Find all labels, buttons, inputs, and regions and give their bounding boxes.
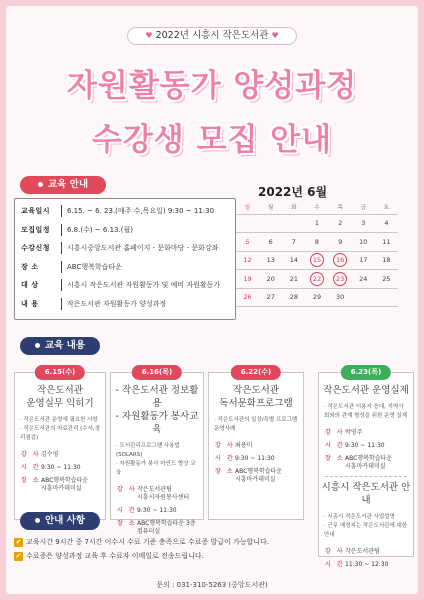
calendar-day: 18 [375,251,398,270]
calendar-weekday: 월 [259,201,282,214]
calendar-day: 9 [329,233,352,252]
session-detail-row [325,455,407,471]
calendar-weekday: 토 [375,201,398,214]
detail-value: 9:30 ~ 11:30 [345,442,385,449]
calendar-weekday: 화 [282,201,305,214]
calendar-day: 24 [352,270,375,289]
session-date-tag: 6.23(목) [341,365,391,380]
info-row [18,202,234,221]
info-value: ABC행복학습타운 [67,262,122,271]
footer-contact: 문의 : 031-310-5263 (중앙도서관) [156,581,268,589]
bullet-icon [35,343,40,348]
info-row [18,295,234,314]
detail-value: ABC행복학습타운 시흥마카데미실 [345,455,393,470]
bullet-icon [35,518,40,523]
session-detail-row [21,477,99,493]
detail-value: 9:30 ~ 11:30 [235,455,275,462]
info-value: 6.8.(수) ~ 6.13.(월) [67,225,133,234]
heart-icon: ♥ [271,31,279,40]
calendar-day: 8 [305,233,328,252]
calendar-day: 5 [236,233,259,252]
calendar-day: 3 [352,214,375,233]
session-details [117,486,197,536]
detail-value: 11:30 ~ 12:30 [345,561,389,568]
detail-key: 강 사 [215,442,235,449]
session-description-item: · 작은도서관 이용자 응대, 지역사회와의 관계 형성을 위한 운영 실제 [324,403,408,421]
detail-value: ABC행복학습타운 시흥마카데미실 [235,468,283,483]
session-card [208,368,304,520]
info-key: 교육일시 [18,205,62,217]
detail-value: ABC행복학습타운 시흥마카데미실 [41,477,89,492]
session-detail-row [117,520,197,536]
header-pill [127,27,297,45]
session-card [318,368,414,568]
detail-value: ABC행복학습타운 3층 컴퓨터실 [137,520,196,535]
detail-key: 시 간 [325,561,345,568]
session-details [21,451,99,493]
session-detail-row [215,442,297,450]
circled-date: 23 [333,272,347,286]
calendar-day: 4 [375,214,398,233]
calendar-weekday: 금 [352,201,375,214]
circled-date: 16 [333,253,347,267]
session-detail-row [325,442,407,450]
info-row [18,276,234,295]
session-detail-row [215,468,297,484]
calendar-day: 21 [282,270,305,289]
section-label-education-info: 교육 안내 [20,176,106,194]
session-description-item: · 자원활동가 봉사 마인드 향상 교육 [116,460,198,478]
detail-value: 박영주 [345,429,363,436]
calendar-day [329,251,352,270]
session-detail-row [117,507,197,515]
section-label-education-content: 교육 내용 [20,337,100,355]
heart-icon: ♥ [145,31,153,40]
info-row [18,221,234,240]
detail-key: 장 소 [325,455,345,462]
calendar-title: 2022년 6월 [258,185,328,199]
detail-value: 작은도서관팀 시흥시자원봉사센터 [137,486,190,501]
section-label-notice: 안내 사항 [20,512,100,530]
detail-key: 시 간 [215,455,235,462]
session-description-item: · 근무 예정지는 작은도서관에 대한 안내 [324,522,408,540]
detail-value: 최용미 [235,442,253,449]
info-key: 내 용 [18,298,62,310]
session-description-item: · 도서관리프로그램 사용법 (SOLARS) [116,442,198,460]
calendar-day [375,288,398,307]
notice-item: ✔ 교육시간 9시간 중 7시간 이수시 수료 기준 충족으로 수료증 발급이 가능합니다. [15,538,270,546]
detail-key: 강 사 [117,486,137,493]
session-date-tag: 6.16(목) [132,365,182,380]
info-value: 작은도서관 자원활동가 양성과정 [67,299,167,308]
session-extra-description [324,513,408,540]
calendar-day: 12 [236,251,259,270]
info-value: 6.15. ~ 6. 23.(매주 수,목요일) 9:30 ~ 11:30 [67,207,215,216]
calendar-day: 26 [236,288,259,307]
calendar-day [236,214,259,233]
calendar-day: 30 [329,288,352,307]
info-key: 수강신청 [18,242,62,254]
calendar-day: 29 [305,288,328,307]
calendar [236,201,398,307]
calendar-day: 27 [259,288,282,307]
info-table [18,202,234,313]
session-title: - 작은도서관 정보활용 - 자원활동가 봉사교육 [115,385,199,435]
notice-list [14,535,269,563]
calendar-day [282,214,305,233]
session-extra-title: 시흥시 작은도서관 안내 [321,482,411,506]
detail-key: 장 소 [117,520,137,527]
session-description-item: · 시흥시 작은도서관 사업설명 [324,513,408,522]
calendar-day [305,251,328,270]
info-key: 대 상 [18,279,62,291]
session-detail-row [21,464,99,472]
circled-date: 22 [310,272,324,286]
checkbox-icon: ✔ [15,538,22,546]
checkbox-icon: ✔ [15,552,22,560]
bullet-icon [38,182,43,187]
calendar-day: 14 [282,251,305,270]
detail-key: 강 사 [21,451,41,458]
session-detail-row [21,451,99,459]
session-title: 작은도서관 운영실제 [323,385,409,396]
session-title: 작은도서관 독서문화프로그램 [219,385,293,409]
info-value: 시흥시 작은도서관 자원활동가 및 예비 자원활동가 [67,281,221,290]
calendar-day [305,270,328,289]
detail-key: 시 간 [21,464,41,471]
calendar-day: 11 [375,233,398,252]
header-pill-text: 2022년 시흥시 작은도서관 [155,30,269,41]
calendar-day: 1 [305,214,328,233]
detail-value: 9:30 ~ 11:30 [137,507,177,514]
session-detail-row [325,548,407,556]
calendar-weekday: 목 [329,201,352,214]
calendar-day: 19 [236,270,259,289]
detail-key: 장 소 [215,468,235,475]
session-detail-row [325,429,407,437]
session-card [110,368,204,535]
info-row [18,239,234,258]
session-date-tag: 6.15(수) [35,365,85,380]
detail-key: 강 사 [325,548,345,555]
detail-key: 장 소 [21,477,41,484]
session-description [324,403,408,421]
session-description-item: · 작은도서관의 자료관리 (수서,정리점검) [20,425,100,443]
calendar-day: 13 [259,251,282,270]
calendar-day: 6 [259,233,282,252]
session-detail-row [325,561,407,569]
detail-key: 강 사 [325,429,345,436]
calendar-day: 7 [282,233,305,252]
calendar-day: 2 [329,214,352,233]
detail-value: 김수영 [41,451,59,458]
session-title: 작은도서관 운영실무 익히기 [26,385,94,409]
detail-value: 작은도서관팀 [345,548,380,555]
info-row [18,258,234,277]
calendar-day [259,214,282,233]
main-title-line2: 수강생 모집 안내 [91,122,333,158]
session-description [214,416,298,434]
session-details [325,429,407,471]
info-key: 모집일정 [18,224,62,236]
circled-date: 15 [310,253,324,267]
detail-key: 시 간 [325,442,345,449]
session-description-item: · 작은도서관 운영에 필요한 사항 [20,416,100,425]
notice-item: ✔ 수료증은 양성과정 교육 후 수료자 이메일로 전송드립니다. [15,552,204,560]
calendar-weekday: 수 [305,201,328,214]
info-value: 시흥시중앙도서관 홈페이지 - 문화마당 - 문화강좌 [67,244,219,253]
session-extra-details [325,548,407,569]
calendar-day [352,288,375,307]
session-detail-row [215,455,297,463]
session-description-item: · 작은도서관의 일상/특별 프로그램 운영사례 [214,416,298,434]
session-detail-row [117,486,197,502]
main-title-line1: 자원활동가 양성과정 [66,68,358,104]
session-card [14,368,106,520]
session-description [116,442,198,478]
calendar-day [329,270,352,289]
session-description [20,416,100,443]
session-details [215,442,297,484]
info-key: 장 소 [18,261,62,273]
calendar-day: 28 [282,288,305,307]
session-date-tag: 6.22(수) [231,365,281,380]
calendar-weekday: 일 [236,201,259,214]
calendar-day: 20 [259,270,282,289]
calendar-day: 25 [375,270,398,289]
detail-value: 9:30 ~ 11:30 [41,464,81,471]
calendar-day: 10 [352,233,375,252]
calendar-day: 17 [352,251,375,270]
detail-key: 시 간 [117,507,137,514]
